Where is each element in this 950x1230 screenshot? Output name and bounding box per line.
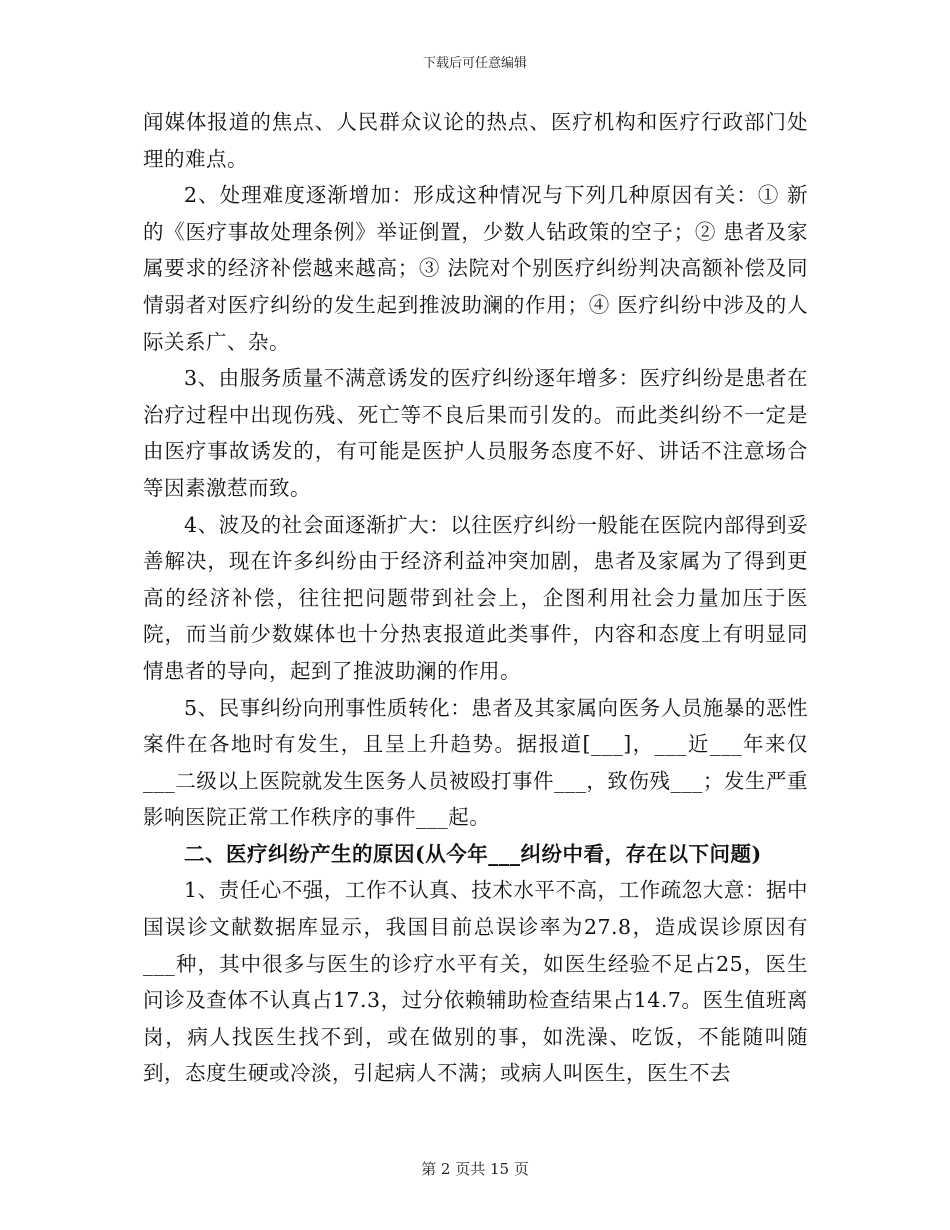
paragraph-item-2: 2、处理难度逐渐增加：形成这种情况与下列几种原因有关：① 新的《医疗事故处理条例》举证倒置，少数人钻政策的空子；② 患者及家属要求的经济补偿越来越高；③ 法院对个别医疗纠纷判决高额补偿及同情弱者对医疗纠纷的发生起到推波助澜的作用；④ 医疗纠纷中涉及的人际关系广、杂。 [143,183,808,354]
page-header: 下载后可任意编辑 [422,56,527,71]
paragraph-item-3: 3、由服务质量不满意诱发的医疗纠纷逐年增多：医疗纠纷是患者在治疗过程中出现伤残、死亡等不良后果而引发的。而此类纠纷不一定是由医疗事故诱发的，有可能是医护人员服务态度不好、讲话不注意场合等因素激惹而致。 [143,366,808,500]
paragraph-cause-1: 1、责任心不强，工作不认真、技术水平不高，工作疏忽大意：据中国误诊文献数据库显示，我国目前总误诊率为27.8，造成误诊原因有___种，其中很多与医生的诊疗水平有关，如医生经验不足占25，医生问诊及查体不认真占17.3，过分依赖辅助检查结果占14.7。医生值班离岗，病人找医生找不到，或在做别的事，如洗澡、吃饭，不能随叫随到，态度生硬或冷淡，引起病人不满；或病人叫医生，医生不去 [143,878,808,1086]
paragraph-item-5: 5、民事纠纷向刑事性质转化：患者及其家属向医务人员施暴的恶性案件在各地时有发生，且呈上升趋势。据报道[___]，___近___年来仅___二级以上医院就发生医务人员被殴打事件___，致伤残___；发生严重影响医院正常工作秩序的事件___起。 [143,695,808,830]
section-heading: 二、医疗纠纷产生的原因(从今年___纠纷中看，存在以下问题) [184,841,762,866]
paragraph-item-4: 4、波及的社会面逐渐扩大：以往医疗纠纷一般能在医院内部得到妥善解决，现在许多纠纷由于经济利益冲突加剧，患者及家属为了得到更高的经济补偿，往往把问题带到社会上，企图利用社会力量加压于医院，而当前少数媒体也十分热衷报道此类事件，内容和态度上有明显同情患者的导向，起到了推波助澜的作用。 [143,512,808,683]
page-footer: 第 2 页共 15 页 [421,1160,529,1178]
paragraph-continuation: 闻媒体报道的焦点、人民群众议论的热点、医疗机构和医疗行政部门处理的难点。 [143,110,808,171]
document-body [143,104,808,1092]
